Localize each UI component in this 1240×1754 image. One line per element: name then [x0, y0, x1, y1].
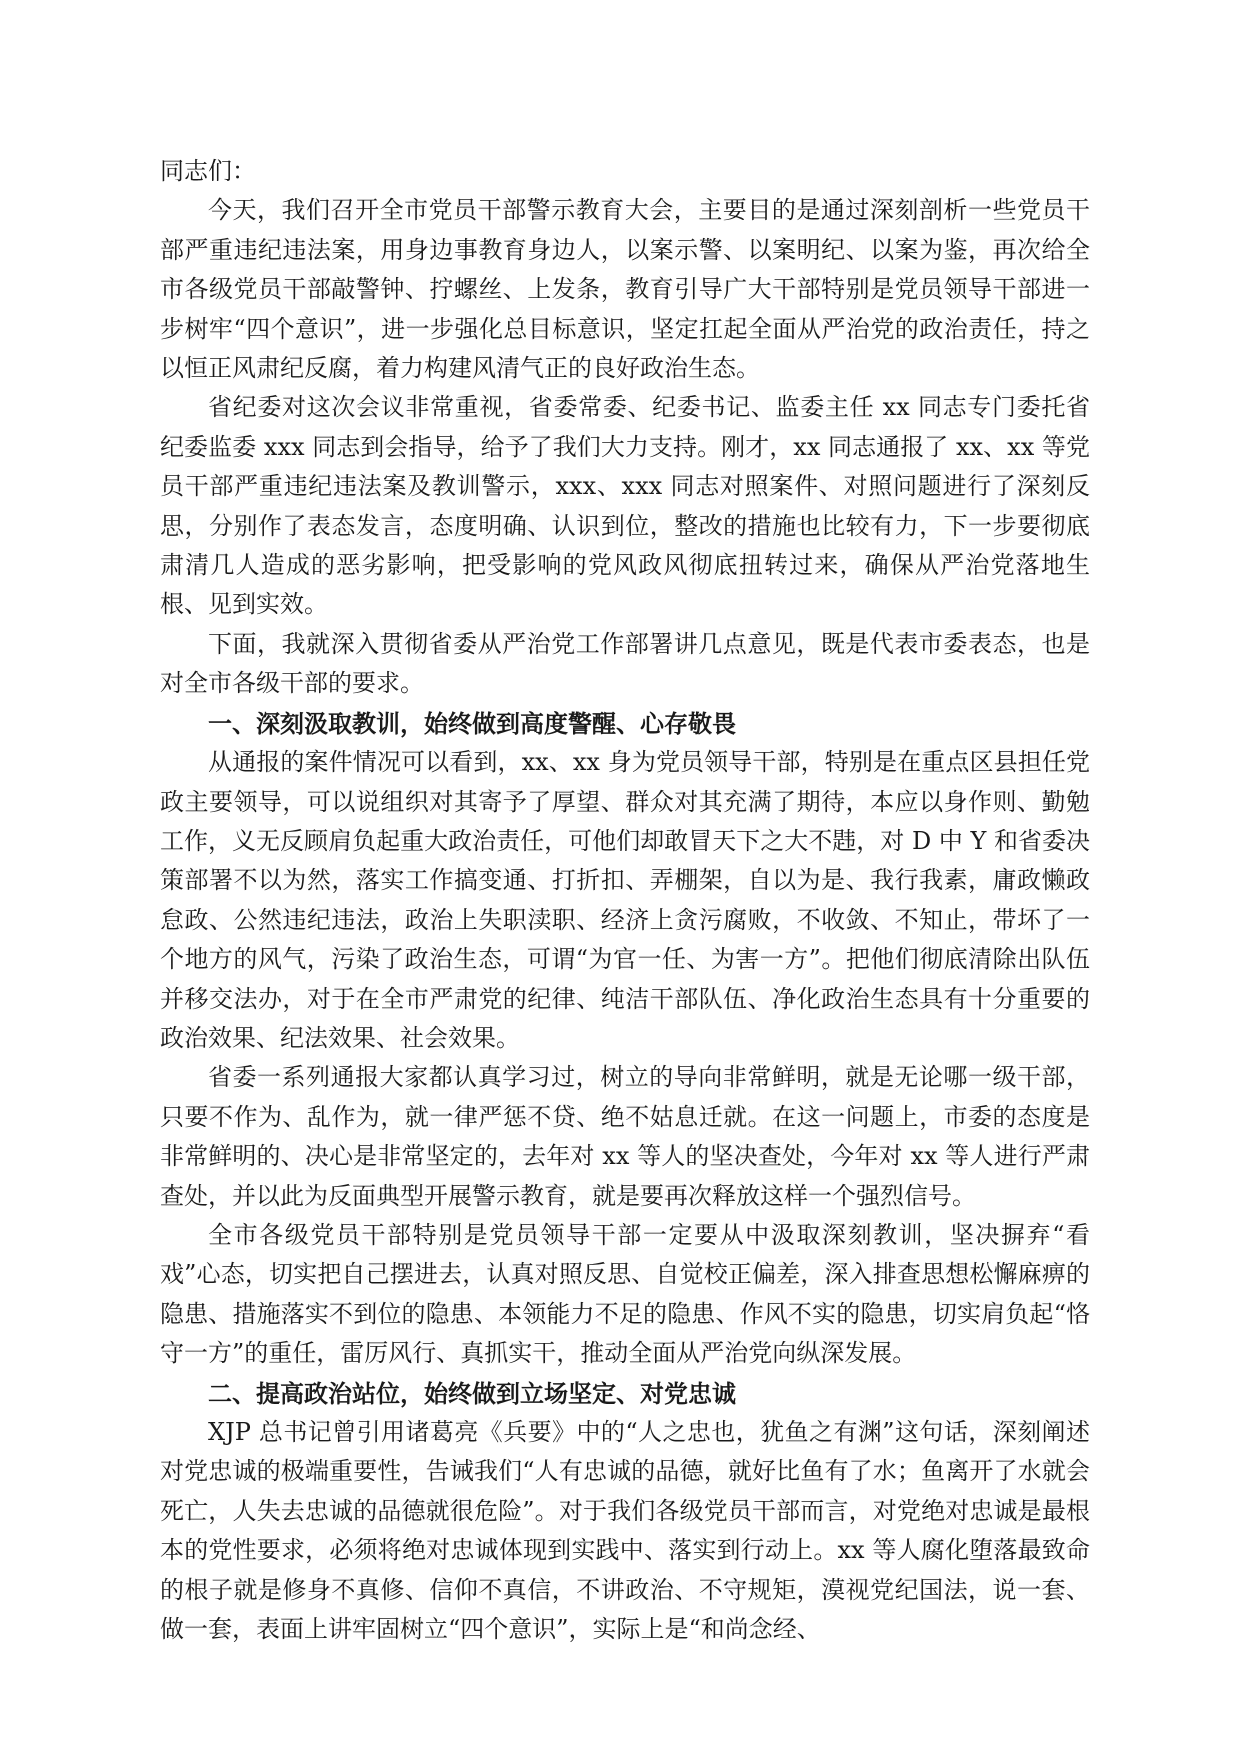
section-1-paragraph-2: 省委一系列通报大家都认真学习过，树立的导向非常鲜明，就是无论哪一级干部，只要不作为、乱作为，就一律严惩不贷、绝不姑息迁就。在这一问题上，市委的态度是非常鲜明的、决心是非常坚定的，去年对 xx 等人的坚决查处，今年对 xx 等人进行严肃查处，并以此为反面典型开展警示教育，就是要再次释放这样一个强烈信号。 [160, 1063, 1090, 1210]
section-heading-2: 二、提高政治站位，始终做到立场坚定、对党忠诚 [208, 1378, 736, 1408]
section-1-paragraph-1: 从通报的案件情况可以看到，xx、xx 身为党员领导干部，特别是在重点区县担任党政主要领导，可以说组织对其寄予了厚望、群众对其充满了期待，本应以身作则、勤勉工作，义无反顾肩负起重大政治责任，可他们却敢冒天下之大不韪，对 D 中 Y 和省委决策部署不以为然，落实工作搞变通、打折扣、弄棚架，自以为是、我行我素，庸政懒政怠政、公然违纪违法，政治上失职渎职、经济上贪污腐败，不收敛、不知止，带坏了一个地方的风气，污染了政治生态，可谓“为官一任、为害一方”。把他们彻底清除出队伍并移交法办，对于在全市严肃党的纪律、纯洁干部队伍、净化政治生态具有十分重要的政治效果、纪法效果、社会效果。 [160, 748, 1090, 1052]
intro-paragraph-3: 下面，我就深入贯彻省委从严治党工作部署讲几点意见，既是代表市委表态，也是对全市各级干部的要求。 [160, 629, 1090, 698]
intro-paragraph-1: 今天，我们召开全市党员干部警示教育大会，主要目的是通过深刻剖析一些党员干部严重违纪违法案，用身边事教育身边人，以案示警、以案明纪、以案为鉴，再次给全市各级党员干部敲警钟、拧螺丝、上发条，教育引导广大干部特别是党员领导干部进一步树牢“四个意识”，进一步强化总目标意识，坚定扛起全面从严治党的政治责任，持之以恒正风肃纪反腐，着力构建风清气正的良好政治生态。 [160, 196, 1090, 383]
intro-paragraph-2: 省纪委对这次会议非常重视，省委常委、纪委书记、监委主任 xx 同志专门委托省纪委监委 xxx 同志到会指导，给予了我们大力支持。刚才，xx 同志通报了 xx、xx 等党员干部严重违纪违法案及教训警示，xxx、xxx 同志对照案件、对照问题进行了深刻反思，分别作了表态发言，态度明确、认识到位，整改的措施也比较有力，下一步要彻底肃清几人造成的恶劣影响，把受影响的党风政风彻底扭转过来，确保从严治党落地生根、见到实效。 [160, 393, 1090, 619]
section-1-paragraph-3: 全市各级党员干部特别是党员领导干部一定要从中汲取深刻教训，坚决摒弃“看戏”心态，切实把自己摆进去，认真对照反思、自觉校正偏差，深入排查思想松懈麻痹的隐患、措施落实不到位的隐患、本领能力不足的隐患、作风不实的隐患，切实肩负起“恪守一方”的重任，雷厉风行、真抓实干，推动全面从严治党向纵深发展。 [160, 1220, 1090, 1368]
section-heading-1: 一、深刻汲取教训，始终做到高度警醒、心存敬畏 [208, 708, 736, 738]
section-2-paragraph-1: XJP 总书记曾引用诸葛亮《兵要》中的“人之忠也，犹鱼之有渊”这句话，深刻阐述对党忠诚的极端重要性，告诫我们“人有忠诚的品德，就好比鱼有了水；鱼离开了水就会死亡，人失去忠诚的品德就很危险”。对于我们各级党员干部而言，对党绝对忠诚是最根本的党性要求，必须将绝对忠诚体现到实践中、落实到行动上。xx 等人腐化堕落最致命的根子就是修身不真修、信仰不真信，不讲政治、不守规矩，漠视党纪国法，说一套、做一套，表面上讲牢固树立“四个意识”，实际上是“和尚念经、 [160, 1418, 1090, 1644]
document-page [160, 152, 1090, 1649]
salutation: 同志们： [160, 157, 256, 185]
